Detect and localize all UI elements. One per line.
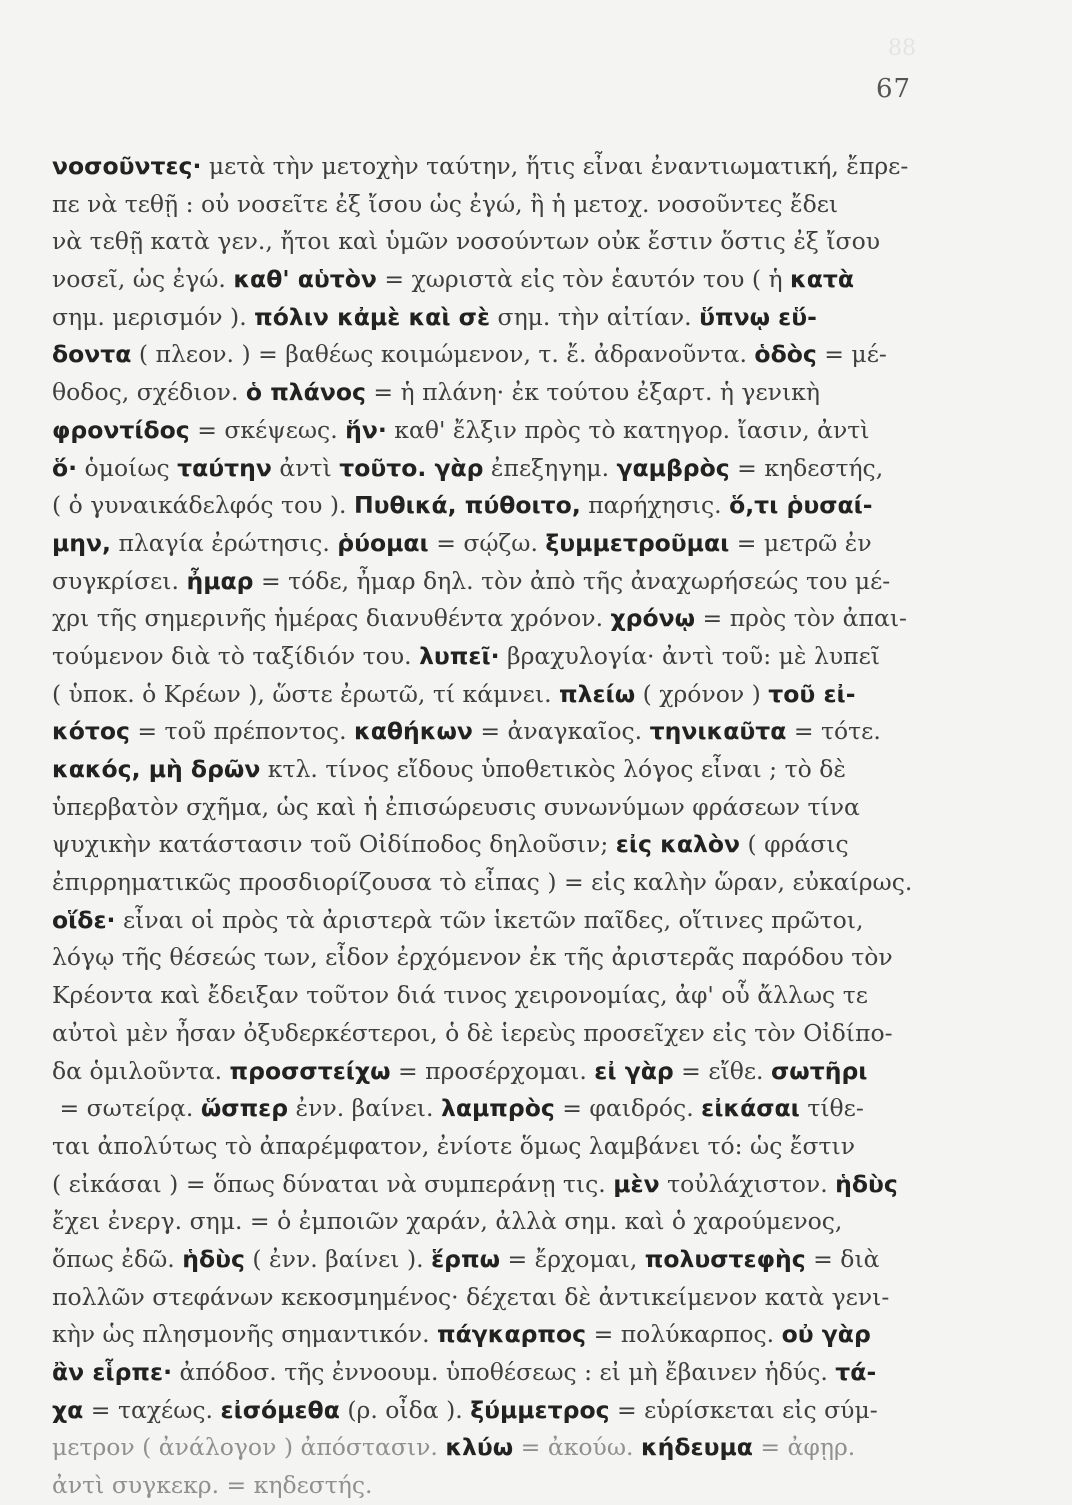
text-line [52, 223, 942, 261]
commentary-text: συγκρίσει. [52, 566, 187, 595]
text-line [52, 1316, 942, 1354]
headword: εἰσόμεθα [220, 1395, 340, 1424]
headword: λαμπρὸς [440, 1094, 555, 1123]
commentary-text: = τόδε, ἦμαρ δηλ. τὸν ἀπὸ τῆς ἀναχωρήσεώς του μέ- [253, 566, 891, 595]
commentary-text: = τότε. [786, 717, 881, 746]
headword: ὅ· [52, 453, 78, 482]
commentary-text: μετρον ( ἀνάλογον ) ἀπόστασιν. [52, 1433, 446, 1462]
commentary-text: πλαγία ἐρώτησις. [110, 528, 338, 557]
headword: πόλιν κἀμὲ καὶ σὲ [254, 302, 491, 331]
commentary-text: = μετρῶ ἐν [729, 528, 872, 557]
commentary-text: = εἴθε. [673, 1056, 771, 1085]
text-line [52, 487, 942, 525]
headword: μὲν [613, 1169, 660, 1198]
commentary-text: ἀντὶ [271, 453, 340, 482]
text-line [52, 1429, 942, 1467]
headword: κότος [52, 717, 130, 746]
headword: φροντίδος [52, 415, 190, 444]
commentary-text: ( πλεον. ) = βαθέως κοιμώμενον, τ. ἔ. ἀδρανοῦντα. [131, 340, 755, 369]
headword: κακός, μὴ δρῶν [52, 755, 261, 783]
text-line [52, 864, 942, 902]
headword: ἡδὺς [835, 1169, 898, 1198]
text-line [52, 826, 942, 864]
commentary-text: = κηδεστής, [729, 453, 884, 482]
headword: νοσοῦντες· [52, 152, 202, 180]
headword: οὐ γὰρ [781, 1320, 871, 1349]
commentary-text: ἐνν. βαίνει. [288, 1094, 441, 1123]
headword: ῥύομαι [337, 528, 429, 557]
commentary-text: = ἡ πλάνη· ἐκ τούτου ἐξαρτ. ἡ γενικὴ [365, 378, 820, 407]
commentary-text-block [52, 148, 942, 1505]
commentary-text: = προσέρχομαι. [390, 1056, 595, 1085]
headword: κήδευμα [640, 1433, 753, 1462]
commentary-text: Κρέοντα καὶ ἔδειξαν τοῦτον διά τινος χειρονομίας, ἀφ' οὗ ἄλλως τε [52, 981, 868, 1010]
commentary-text: ἐπιρρηματικῶς προσδιορίζουσα τὸ εἶπας ) = εἰς καλὴν ὥραν, εὐκαίρως. [52, 868, 913, 897]
text-line [52, 374, 942, 412]
commentary-text: = χωριστὰ εἰς τὸν ἑαυτόν του ( ἡ [376, 265, 791, 294]
text-line [52, 902, 942, 940]
commentary-text: = ἀκούω. [513, 1433, 641, 1462]
commentary-text: ( ἐνν. βαίνει ). [244, 1244, 432, 1273]
commentary-text: κτλ. τίνος εἴδους ὑποθετικὸς λόγος εἶναι ; τὸ δὲ [260, 755, 846, 783]
text-line [52, 1392, 942, 1430]
commentary-text: ( φράσις [740, 830, 849, 859]
headword: χρόνῳ [610, 604, 696, 633]
commentary-text: θοδος, σχέδιον. [52, 378, 246, 407]
headword: τά- [835, 1358, 877, 1386]
text-line [52, 1053, 942, 1091]
headword: σωτῆρι [771, 1056, 868, 1085]
text-line [52, 525, 942, 563]
text-line [52, 600, 942, 638]
commentary-text: νὰ τεθῇ κατὰ γεν., ἤτοι καὶ ὑμῶν νοσούντων οὐκ ἔστιν ὅστις ἐξ ἴσου [52, 227, 881, 256]
commentary-text: = σῴζω. [428, 528, 546, 557]
headword: ξυμμετροῦμαι [545, 528, 730, 557]
text-line [52, 1166, 942, 1204]
text-line [52, 1015, 942, 1053]
commentary-text: = πρὸς τὸν ἀπαι- [695, 604, 907, 633]
headword: ἥν· [345, 415, 387, 444]
commentary-text: ( εἰκάσαι ) = ὅπως δύναται νὰ συμπεράνῃ τις. [52, 1169, 614, 1198]
commentary-text: παρήχησις. [580, 491, 730, 520]
commentary-text: ( χρόνον ) [635, 679, 769, 708]
headword: προσστείχω [229, 1056, 391, 1085]
commentary-text: πε νὰ τεθῇ : οὐ νοσεῖτε ἐξ ἴσου ὡς ἐγώ, ἢ ἡ μετοχ. νοσοῦντες ἔδει [52, 189, 839, 218]
commentary-text: ( ὑποκ. ὁ Κρέων ), ὥστε ἐρωτῶ, τί κάμνει. [52, 679, 560, 708]
headword: πολυστεφὴς [644, 1244, 806, 1273]
headword: ἕρπω [431, 1244, 501, 1273]
commentary-text: κὴν ὡς πλησμονῆς σημαντικόν. [52, 1320, 438, 1349]
text-line [52, 676, 942, 714]
headword: οἵδε· [52, 905, 116, 934]
text-line [52, 939, 942, 977]
commentary-text: = ἀφῃρ. [752, 1433, 856, 1462]
text-line [52, 1279, 942, 1317]
commentary-text: = σκέψεως. [189, 415, 346, 444]
commentary-text: ἀπόδοσ. τῆς ἐννοουμ. ὑποθέσεως : εἰ μὴ ἔβαινεν ἡδύς. [172, 1358, 836, 1386]
headword: εἰς καλὸν [615, 830, 741, 859]
text-line [52, 1241, 942, 1279]
commentary-text: τοὐλάχιστον. [659, 1169, 836, 1198]
commentary-text: πολλῶν στεφάνων κεκοσμημένος· δέχεται δὲ ἀντικείμενον κατὰ γενι- [52, 1282, 890, 1311]
text-line [52, 1354, 942, 1392]
headword: ξύμμετρος [470, 1395, 610, 1424]
text-line [52, 1203, 942, 1241]
commentary-text: ψυχικὴν κατάστασιν τοῦ Οἰδίποδος δηλοῦσιν; [52, 830, 616, 859]
headword: Πυθικά, πύθοιτο, [353, 491, 581, 520]
commentary-text: = διὰ [805, 1244, 880, 1273]
text-line [52, 563, 942, 601]
headword: πάγκαρπος [437, 1320, 587, 1349]
commentary-text: ἐπεξηγημ. [483, 453, 617, 482]
commentary-text: = ἔρχομαι, [500, 1244, 645, 1273]
commentary-text: ὑπερβατὸν σχῆμα, ὡς καὶ ἡ ἐπισώρευσις συνωνύμων φράσεων τίνα [52, 792, 860, 821]
text-line [52, 1467, 942, 1505]
commentary-text: = μέ- [816, 340, 887, 369]
text-line [52, 148, 942, 186]
commentary-text: ( ὁ γυναικάδελφός του ). [52, 491, 354, 520]
headword: γαμβρὸς [616, 453, 730, 482]
text-line [52, 713, 942, 751]
commentary-text: ται ἀπολύτως τὸ ἀπαρέμφατον, ἐνίοτε ὅμως λαμβάνει τό: ὡς ἔστιν [52, 1131, 855, 1160]
headword: πλείω [559, 679, 636, 708]
commentary-text: λόγῳ τῆς θέσεώς των, εἶδον ἐρχόμενον ἐκ τῆς ἀριστερᾶς παρόδου τὸν [52, 943, 893, 972]
text-line [52, 751, 942, 789]
text-line [52, 299, 942, 337]
faint-corner-page-mark: 88 [888, 36, 916, 61]
text-line [52, 186, 942, 224]
commentary-text: ἀντὶ συγκεκρ. = κηδεστής. [52, 1471, 373, 1500]
commentary-text: νοσεῖ, ὡς ἐγώ. [52, 265, 234, 294]
headword: ταύτην [177, 453, 272, 482]
commentary-text: αὐτοὶ μὲν ἦσαν ὀξυδερκέστεροι, ὁ δὲ ἱερεὺς προσεῖχεν εἰς τὸν Οἰδίπο- [52, 1018, 893, 1047]
commentary-text: δα ὁμιλοῦντα. [52, 1056, 230, 1085]
text-line [52, 1128, 942, 1166]
text-line [52, 450, 942, 488]
headword: καθήκων [354, 717, 473, 746]
commentary-text: ἔχει ἐνεργ. σημ. = ὁ ἐμποιῶν χαράν, ἀλλὰ σημ. καὶ ὁ χαρούμενος, [52, 1207, 843, 1236]
headword: δοντα [52, 340, 132, 369]
headword: ὁ πλάνος [245, 378, 366, 407]
commentary-text: = ἀναγκαῖος. [472, 717, 650, 746]
headword: καθ' αὑτὸν [233, 265, 377, 294]
commentary-text: τούμενον διὰ τὸ ταξίδιόν του. [52, 641, 420, 670]
text-line [52, 638, 942, 676]
commentary-text: = σωτείρᾳ. [52, 1094, 201, 1123]
commentary-text: = τοῦ πρέποντος. [129, 717, 355, 746]
text-line [52, 977, 942, 1015]
headword: τοῦτο. γὰρ [339, 453, 484, 482]
commentary-text: ὁμοίως [77, 453, 178, 482]
commentary-text: σημ. μερισμόν ). [52, 302, 255, 331]
text-line [52, 789, 942, 827]
commentary-text: τίθε- [799, 1094, 864, 1123]
commentary-text: σημ. τὴν αἰτίαν. [490, 302, 700, 331]
headword: μην, [52, 528, 111, 557]
headword: ἦμαρ [186, 566, 254, 595]
headword: εἰκάσαι [701, 1094, 800, 1123]
text-line [52, 412, 942, 450]
headword: τηνικαῦτα [649, 717, 787, 746]
commentary-text: ὅπως ἐδῶ. [52, 1244, 183, 1273]
headword: κλύω [445, 1433, 514, 1462]
page-number: 67 [876, 74, 912, 104]
headword: εἰ γὰρ [594, 1056, 674, 1085]
commentary-text: = ταχέως. [83, 1395, 221, 1424]
headword: χα [52, 1395, 84, 1424]
headword: ἡδὺς [182, 1244, 245, 1273]
headword: ὕπνῳ εὕ- [699, 302, 817, 331]
headword: τοῦ εἰ- [768, 679, 856, 708]
text-line [52, 336, 942, 374]
commentary-text: βραχυλογία· ἀντὶ τοῦ: μὲ λυπεῖ [499, 641, 880, 670]
text-line [52, 1090, 942, 1128]
headword: κατὰ [790, 265, 855, 294]
headword: ὅ,τι ῥυσαί- [729, 491, 873, 520]
commentary-text: χρι τῆς σημερινῆς ἡμέρας διανυθέντα χρόνον. [52, 604, 611, 633]
commentary-text: (ρ. οἶδα ). [339, 1395, 471, 1424]
commentary-text: = εὑρίσκεται εἰς σύμ- [609, 1395, 878, 1424]
text-line [52, 261, 942, 299]
commentary-text: = πολύκαρπος. [586, 1320, 782, 1349]
commentary-text: καθ' ἔλξιν πρὸς τὸ κατηγορ. ἴασιν, ἀντὶ [386, 415, 870, 444]
commentary-text: μετὰ τὴν μετοχὴν ταύτην, ἥτις εἶναι ἐναντιωματική, ἔπρε- [201, 152, 909, 180]
headword: ἂν εἷρπε· [52, 1358, 172, 1386]
commentary-text: = φαιδρός. [554, 1094, 702, 1123]
headword: ὁδὸς [754, 340, 817, 369]
headword: ὥσπερ [200, 1094, 289, 1123]
headword: λυπεῖ· [419, 641, 500, 670]
commentary-text: εἶναι οἱ πρὸς τὰ ἀριστερὰ τῶν ἱκετῶν παῖδες, οἵτινες πρῶτοι, [115, 905, 864, 934]
